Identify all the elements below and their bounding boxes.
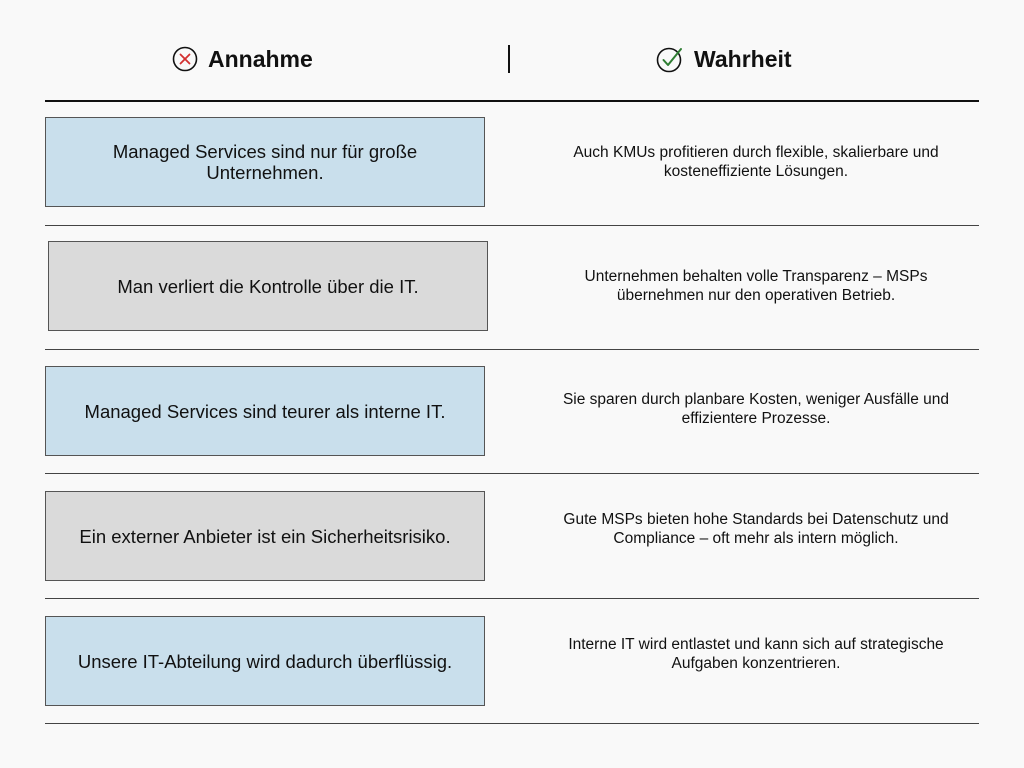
truth-cell: [533, 484, 979, 574]
table-row: [45, 475, 979, 599]
table-header: [0, 0, 1024, 100]
table-row: [45, 102, 979, 226]
table-row: [45, 226, 979, 350]
myth-box: [45, 366, 485, 456]
truth-text: Sie sparen durch planbare Kosten, weniger Ausfälle und effizientere Prozesse.: [562, 391, 950, 427]
wahrheit-heading: [656, 40, 792, 78]
row-divider: [45, 723, 979, 724]
truth-text: Interne IT wird entlastet und kann sich auf strategische Aufgaben konzentrieren.: [568, 636, 944, 672]
check-circle-icon: [656, 45, 684, 73]
myth-box: [45, 616, 485, 706]
truth-cell: [533, 117, 979, 207]
row-divider: [45, 473, 979, 474]
annahme-heading: [172, 40, 313, 78]
table-row: [45, 600, 979, 724]
myth-text: Managed Services sind teurer als interne IT.: [84, 400, 446, 422]
myth-text: Ein externer Anbieter ist ein Sicherheitsrisiko.: [79, 525, 451, 547]
column-divider: [508, 45, 510, 73]
table-row: [45, 350, 979, 474]
truth-text: Gute MSPs bieten hohe Standards bei Datenschutz und Compliance – oft mehr als intern möglich.: [563, 511, 949, 547]
wahrheit-label: Wahrheit: [694, 45, 792, 72]
myth-text: Unsere IT-Abteilung wird dadurch überflüssig.: [77, 650, 453, 672]
truth-cell: [533, 609, 979, 699]
row-divider: [45, 598, 979, 599]
truth-cell: [533, 364, 979, 454]
myth-text: Managed Services sind nur für große Unternehmen.: [112, 141, 418, 183]
truth-text: Auch KMUs profitieren durch flexible, skalierbare und kosteneffiziente Lösungen.: [573, 144, 939, 180]
myth-box: [45, 117, 485, 207]
myth-box: [45, 491, 485, 581]
truth-cell: [533, 241, 979, 331]
myth-text: Man verliert die Kontrolle über die IT.: [117, 275, 419, 297]
myth-box: [48, 241, 488, 331]
truth-text: Unternehmen behalten volle Transparenz – MSPs übernehmen nur den operativen Betrieb.: [584, 268, 928, 304]
annahme-label: Annahme: [208, 45, 313, 72]
cross-circle-icon: [172, 46, 198, 72]
